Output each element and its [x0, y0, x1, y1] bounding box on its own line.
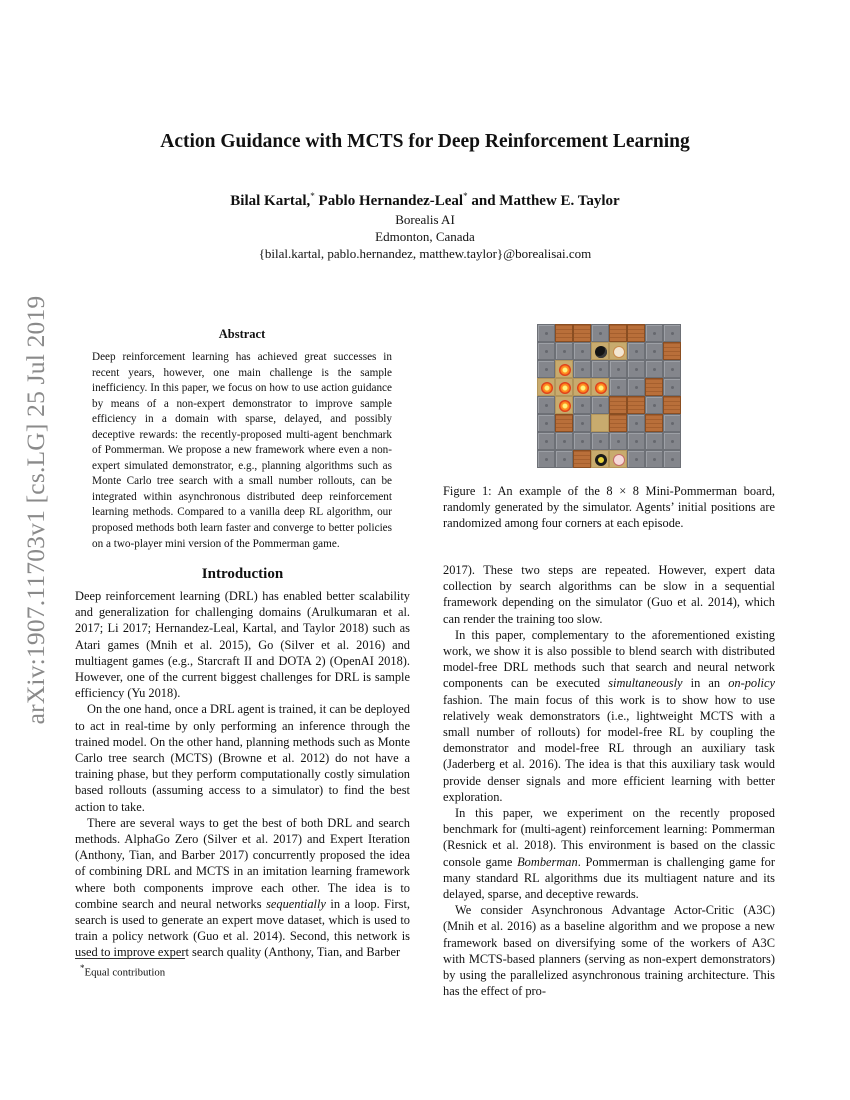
board-cell-rigid: [645, 324, 663, 342]
fire-icon: [559, 382, 571, 394]
fire-icon: [541, 382, 553, 394]
board-cell-agent-b: [609, 450, 627, 468]
board-cell-rigid: [591, 360, 609, 378]
intro-paragraph-3-a: There are several ways to get the best of both DRL and search methods. AlphaGo Zero (Silver et al. 2017) and Expert Iteration (Anthony, Tian, and Barber 2017) concurrently proposed the idea of combining DRL and MCTS in an imitation learning framework where both components improve each other. The idea is to combine search and neural networks: [75, 815, 410, 911]
board-cell-rigid: [645, 360, 663, 378]
arxiv-identifier-sidebar: [18, 295, 54, 725]
intro-paragraph-3: [75, 815, 410, 961]
board-cell-rigid: [645, 396, 663, 414]
board-cell-rigid: [537, 450, 555, 468]
board-cell-rigid: [537, 324, 555, 342]
board-cell-rigid: [537, 360, 555, 378]
board-cell-rigid: [627, 378, 645, 396]
board-cell-rigid: [663, 432, 681, 450]
affiliation-location: Edmonton, Canada: [375, 229, 475, 244]
board-cell-wood: [627, 396, 645, 414]
abstract-heading: Abstract: [218, 327, 266, 341]
board-cell-rigid: [573, 414, 591, 432]
board-cell-rigid: [627, 360, 645, 378]
author-2-mark: *: [463, 191, 468, 201]
right-paragraph-3-a: In this paper, we experiment on the recently proposed benchmark for (multi-agent) reinforcement learning: Pommerman (Resnick et al. 2018). This environment is based on the classic console game: [443, 806, 775, 869]
board-cell-fire: [591, 378, 609, 396]
board-cell-wood: [555, 414, 573, 432]
board-cell-rigid: [537, 414, 555, 432]
affiliation-emails: {bilal.kartal, pablo.hernandez, matthew.taylor}@borealisai.com: [258, 246, 592, 261]
board-cell-rigid: [645, 450, 663, 468]
board-cell-rigid: [609, 378, 627, 396]
paper-title: Action Guidance with MCTS for Deep Reinforcement Learning: [160, 131, 690, 152]
board-cell-wood: [645, 414, 663, 432]
board-cell-rigid: [663, 378, 681, 396]
affiliation-block: [0, 211, 850, 262]
board-cell-wood: [627, 324, 645, 342]
board-cell-rigid: [627, 342, 645, 360]
board-cell-rigid: [537, 432, 555, 450]
board-cell-rigid: [663, 414, 681, 432]
fire-icon: [595, 382, 607, 394]
right-paragraph-2-b: in an: [682, 676, 729, 691]
board-cell-rigid: [627, 432, 645, 450]
board-cell-rigid: [555, 342, 573, 360]
author-1: Bilal Kartal,: [230, 193, 311, 209]
fire-icon: [577, 382, 589, 394]
author-1-mark: *: [310, 191, 315, 201]
board-cell-rigid: [663, 324, 681, 342]
board-cell-wood: [609, 414, 627, 432]
board-cell-rigid: [591, 324, 609, 342]
board-cell-rigid: [645, 342, 663, 360]
board-cell-passage: [591, 414, 609, 432]
ring-icon: [595, 454, 607, 466]
agent-a-icon: [613, 346, 625, 358]
footnote: [80, 963, 165, 979]
right-paragraph-3: [443, 805, 775, 902]
board-cell-wood: [663, 396, 681, 414]
intro-paragraph-2: On the one hand, once a DRL agent is trained, it can be deployed to act in real-time by only performing an inference through the trained model. On the other hand, planning methods such as Monte Carlo tree search (MCTS) (Browne et al. 2012) do not have a training phase, but they perform computationally costly simulation based rollouts (assuming access to a simulator) to find the best action to take.: [75, 702, 410, 814]
board-cell-fire: [555, 396, 573, 414]
agent-b-icon: [613, 454, 625, 466]
board-cell-rigid: [573, 360, 591, 378]
fire-icon: [559, 400, 571, 412]
board-cell-rigid: [537, 396, 555, 414]
board-cell-bomb: [591, 342, 609, 360]
board-cell-wood: [663, 342, 681, 360]
footnote-mark: *: [80, 963, 85, 973]
right-paragraph-3-emphasis: Bomberman: [517, 854, 578, 869]
board-cell-fire: [555, 378, 573, 396]
board-cell-rigid: [573, 432, 591, 450]
left-column-body: [75, 588, 410, 961]
introduction-heading: Introduction: [201, 566, 284, 582]
board-cell-wood: [609, 396, 627, 414]
right-paragraph-2-emphasis-2: on-policy: [728, 676, 775, 691]
footnote-text: Equal contribution: [84, 966, 166, 979]
affiliation-org: Borealis AI: [395, 212, 455, 227]
board-cell-fire: [537, 378, 555, 396]
board-cell-rigid: [627, 414, 645, 432]
intro-paragraph-1: Deep reinforcement learning (DRL) has enabled better scalability and generalization for challenging domains (Arulkumaran et al. 2017; Li 2017; Hernandez-Leal, Kartal, and Taylor 2018) such as Atari games (Mnih et al. 2015), Go (Silver et al. 2016) and multiagent games (e.g., Starcraft II and DOTA 2) (OpenAI 2018). However, one of the current biggest challenges for DRL is sample efficiency (Yu 2018).: [75, 589, 410, 701]
right-paragraph-1: 2017). These two steps are repeated. However, expert data collection by search algorithms can be slow in a sequential framework depending on the simulator (Guo et al. 2014), which can render the training too slow.: [443, 563, 775, 626]
board-cell-rigid: [555, 450, 573, 468]
intro-paragraph-3-b: in a loop. First, search is used to generate an expert move dataset, which is used to train a policy network (Guo et al. 2014). Second, this network is used to improve expert search quality (Anthony, Tian, and Barber: [75, 896, 410, 960]
right-paragraph-2: [443, 627, 775, 805]
right-paragraph-4: We consider Asynchronous Advantage Actor-Critic (A3C) (Mnih et al. 2016) as a baseline algorithm and we propose a new framework based on diversifying some of the workers of A3C with MCTS-based planners (serving as non-expert demonstrators) by using the parallelized asynchronous training architecture. This has the effect of pro-: [443, 903, 775, 999]
board-cell-rigid: [591, 396, 609, 414]
board-cell-wood: [573, 324, 591, 342]
board-cell-rigid: [663, 360, 681, 378]
author-2: Pablo Hernandez-Leal: [318, 193, 464, 209]
author-3: and Matthew E. Taylor: [471, 193, 620, 209]
board-cell-ring: [591, 450, 609, 468]
right-paragraph-2-a: In this paper, complementary to the aforementioned existing work, we show it is also possible to blend search with distributed model-free DRL methods such that search and neural network components can be executed: [443, 627, 775, 691]
intro-paragraph-3-emphasis: sequentially: [266, 896, 326, 911]
board-cell-rigid: [609, 432, 627, 450]
right-paragraph-2-c: fashion. The main focus of this work is to show how to use relatively weak demonstrators (i.e., lightweight MCTS with a small number of rollouts) for model-free RL by coupling the demonstrator and model-free RL through an auxiliary task (Jaderberg et al. 2016). The idea is that this auxiliary task would provide denser signals and more efficient learning with better exploration.: [443, 692, 775, 804]
author-list: [0, 191, 850, 210]
fire-icon: [559, 364, 571, 376]
board-cell-rigid: [555, 432, 573, 450]
board-cell-rigid: [537, 342, 555, 360]
board-cell-rigid: [573, 396, 591, 414]
board-cell-rigid: [609, 360, 627, 378]
board-cell-rigid: [627, 450, 645, 468]
board-cell-rigid: [591, 432, 609, 450]
board-cell-wood: [555, 324, 573, 342]
abstract-text: Deep reinforcement learning has achieved great successes in recent years, however, one main challenge is the sample inefficiency. In this paper, we focus on how to use action guidance by means of a non-expert demonstrator to improve sample efficiency in a domain with sparse, delayed, and possibly deceptive rewards: the recently-proposed multi-agent benchmark of Pommerman. We propose a new framework where even a non-expert simulated demonstrator, e.g., planning algorithms such as Monte Carlo tree search with a small number rollouts, can be integrated within asynchronous distributed deep reinforcement learning methods. Compared to a vanilla deep RL algorithm, our proposed methods both learn faster and converge to better policies on a two-player mini version of the Pommerman game.: [92, 351, 392, 550]
board-cell-rigid: [663, 450, 681, 468]
board-cell-fire: [573, 378, 591, 396]
board-cell-wood: [645, 378, 663, 396]
arxiv-identifier: arXiv:1907.11703v1 [cs.LG] 25 Jul 2019: [21, 295, 50, 725]
right-column-body: [443, 562, 775, 999]
bomb-icon: [595, 346, 607, 358]
board-cell-fire: [555, 360, 573, 378]
board-cell-wood: [609, 324, 627, 342]
board-cell-rigid: [573, 342, 591, 360]
right-paragraph-3-b: . Pommerman is challenging game for many standard RL algorithms due its multiagent nature and its delayed, sparse, and deceptive rewards.: [443, 854, 775, 902]
board-cell-wood: [573, 450, 591, 468]
board-cell-rigid: [645, 432, 663, 450]
footnote-rule: [75, 958, 185, 959]
right-paragraph-2-emphasis-1: simultaneously: [608, 676, 683, 691]
pommerman-board-figure: [537, 324, 681, 468]
board-cell-agent-a: [609, 342, 627, 360]
figure-caption: Figure 1: An example of the 8 × 8 Mini-Pommerman board, randomly generated by the simulator. Agents’ initial positions are randomized among four corners at each episode.: [443, 484, 775, 531]
